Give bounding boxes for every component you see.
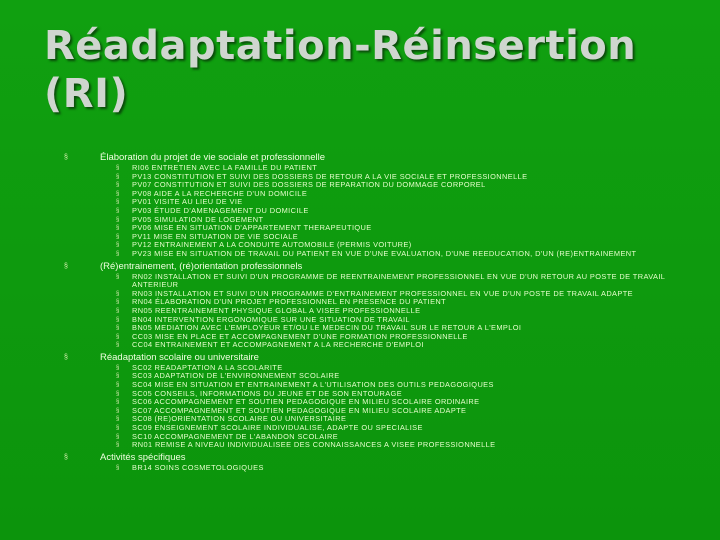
list-item-text: RN03 INSTALLATION ET SUIVI D'UN PROGRAMME D'ENTRAINEMENT PROFESSIONNEL EN VUE D'UN POSTE DE TRAVAIL ADAPTE [132, 288, 633, 298]
slide-content [64, 152, 704, 474]
section-heading [64, 452, 704, 463]
list-item-text: PV23 MISE EN SITUATION DE TRAVAIL DU PATIENT EN VUE D'UNE EVALUATION, D'UNE REEDUCATION, D'UN (RE)ENTRAINEMENT [132, 248, 637, 258]
item-bullet-icon: § [116, 433, 120, 440]
item-bullet-icon: § [116, 290, 120, 297]
item-bullet-icon: § [116, 407, 120, 414]
list-item-text: PV12 ENTRAINEMENT A LA CONDUITE AUTOMOBILE (PERMIS VOITURE) [132, 240, 412, 250]
section-heading-text: Activités spécifiques [100, 451, 186, 463]
item-bullet-icon: § [116, 250, 120, 257]
item-bullet-icon: § [116, 173, 120, 180]
item-list [64, 364, 704, 450]
section [64, 152, 704, 259]
list-item-text: BN05 MEDIATION AVEC L'EMPLOYEUR ET/OU LE MEDECIN DU TRAVAIL SUR LE RETOUR A L'EMPLOI [132, 323, 522, 333]
section-heading-text: (Ré)entrainement, (ré)orientation professionnels [100, 260, 303, 272]
slide-title: Réadaptation-Réinsertion (RI) [44, 23, 637, 117]
list-item-text: SC07 ACCOMPAGNEMENT ET SOUTIEN PEDAGOGIQUE EN MILIEU SCOLAIRE ADAPTE [132, 405, 467, 415]
item-bullet-icon: § [116, 299, 120, 306]
item-bullet-icon: § [116, 416, 120, 423]
list-item-text: SC05 CONSEILS, INFORMATIONS DU JEUNE ET DE SON ENTOURAGE [132, 388, 403, 398]
section-bullet-icon: § [64, 453, 68, 461]
list-item [64, 464, 704, 473]
list-item-text: PV01 VISITE AU LIEU DE VIE [132, 197, 243, 207]
list-item-text: CC03 MISE EN PLACE ET ACCOMPAGNEMENT D'UNE FORMATION PROFESSIONNELLE [132, 331, 468, 341]
list-item-text: SC04 MISE EN SITUATION ET ENTRAINEMENT A L'UTILISATION DES OUTILS PEDAGOGIQUES [132, 380, 494, 390]
section [64, 352, 704, 450]
item-bullet-icon: § [116, 342, 120, 349]
item-bullet-icon: § [116, 373, 120, 380]
list-item-text: PV06 MISE EN SITUATION D'APPARTEMENT THERAPEUTIQUE [132, 223, 372, 233]
list-item-text: RN01 REMISE A NIVEAU INDIVIDUALISEE DES CONNAISSANCES A VISEE PROFESSIONNELLE [132, 440, 496, 450]
item-bullet-icon: § [116, 207, 120, 214]
section-bullet-icon: § [64, 262, 68, 270]
item-bullet-icon: § [116, 399, 120, 406]
section-bullet-icon: § [64, 353, 68, 361]
list-item [64, 341, 704, 350]
list-item-text: RN05 REENTRAINEMENT PHYSIQUE GLOBAL A VISEE PROFESSIONNELLE [132, 305, 421, 315]
list-item-text: CC04 ENTRAINEMENT ET ACCOMPAGNEMENT A LA RECHERCHE D'EMPLOI [132, 340, 424, 350]
item-list [64, 464, 704, 473]
item-bullet-icon: § [116, 425, 120, 432]
list-item-text: SC09 ENSEIGNEMENT SCOLAIRE INDIVIDUALISE, ADAPTE OU SPECIALISE [132, 423, 423, 433]
section-heading-text: Élaboration du projet de vie sociale et professionnelle [100, 152, 325, 163]
item-bullet-icon: § [116, 233, 120, 240]
item-bullet-icon: § [116, 165, 120, 171]
list-item-text: PV13 CONSTITUTION ET SUIVI DES DOSSIERS DE RETOUR A LA VIE SOCIALE ET PROFESSIONNELLE [132, 171, 528, 181]
section-heading-text: Réadaptation scolaire ou universitaire [100, 351, 259, 363]
list-item [64, 250, 704, 259]
section [64, 452, 704, 473]
item-list [64, 164, 704, 259]
section-heading [64, 352, 704, 363]
list-item-text: PV07 CONSTITUTION ET SUIVI DES DOSSIERS DE REPARATION DU DOMMAGE CORPOREL [132, 180, 486, 190]
list-item-text: RN02 INSTALLATION ET SUIVI D'UN PROGRAMME DE REENTRAINEMENT PROFESSIONNEL EN VUE D'UN RETOUR AU POSTE DE TRAVAIL ANTERIEUR [132, 271, 666, 290]
section-bullet-icon: § [64, 154, 68, 161]
section-heading [64, 152, 704, 163]
list-item-text: SC02 READAPTATION A LA SCOLARITE [132, 362, 283, 372]
section-heading [64, 261, 704, 272]
item-bullet-icon: § [116, 273, 120, 280]
list-item-text: BN04 INTERVENTION ERGONOMIQUE SUR UNE SITUATION DE TRAVAIL [132, 314, 410, 324]
list-item-text: RN04 ÉLABORATION D'UN PROJET PROFESSIONNEL EN PRESENCE DU PATIENT [132, 297, 447, 307]
item-bullet-icon: § [116, 216, 120, 223]
list-item-text: PV11 MISE EN SITUATION DE VIE SOCIALE [132, 231, 299, 241]
item-list [64, 273, 704, 350]
item-bullet-icon: § [116, 382, 120, 389]
item-bullet-icon: § [116, 199, 120, 206]
list-item-text: PV05 SIMULATION DE LOGEMENT [132, 214, 264, 224]
item-bullet-icon: § [116, 442, 120, 449]
item-bullet-icon: § [116, 333, 120, 340]
item-bullet-icon: § [116, 390, 120, 397]
section [64, 261, 704, 350]
item-bullet-icon: § [116, 242, 120, 249]
list-item [64, 441, 704, 450]
item-bullet-icon: § [116, 307, 120, 314]
list-item-text: RI06 ENTRETIEN AVEC LA FAMILLE DU PATIENT [132, 163, 318, 172]
list-item [64, 273, 704, 290]
item-bullet-icon: § [116, 182, 120, 189]
list-item-text: SC06 ACCOMPAGNEMENT ET SOUTIEN PEDAGOGIQUE EN MILIEU SCOLAIRE ORDINAIRE [132, 397, 480, 407]
list-item-text: PV08 AIDE A LA RECHERCHE D'UN DOMICILE [132, 188, 308, 198]
item-bullet-icon: § [116, 190, 120, 197]
list-item-text: SC08 (RE)ORIENTATION SCOLAIRE OU UNIVERSITAIRE [132, 414, 347, 424]
list-item-text: SC03 ADAPTATION DE L'ENVIRONNEMENT SCOLAIRE [132, 371, 340, 381]
item-bullet-icon: § [116, 464, 120, 471]
item-bullet-icon: § [116, 364, 120, 371]
list-item-text: PV03 ÉTUDE D'AMENAGEMENT DU DOMICILE [132, 205, 309, 215]
item-bullet-icon: § [116, 225, 120, 232]
list-item-text: SC10 ACCOMPAGNEMENT DE L'ABANDON SCOLAIRE [132, 431, 339, 441]
item-bullet-icon: § [116, 316, 120, 323]
item-bullet-icon: § [116, 325, 120, 332]
list-item-text: BR14 SOINS COSMETOLOGIQUES [132, 462, 264, 472]
